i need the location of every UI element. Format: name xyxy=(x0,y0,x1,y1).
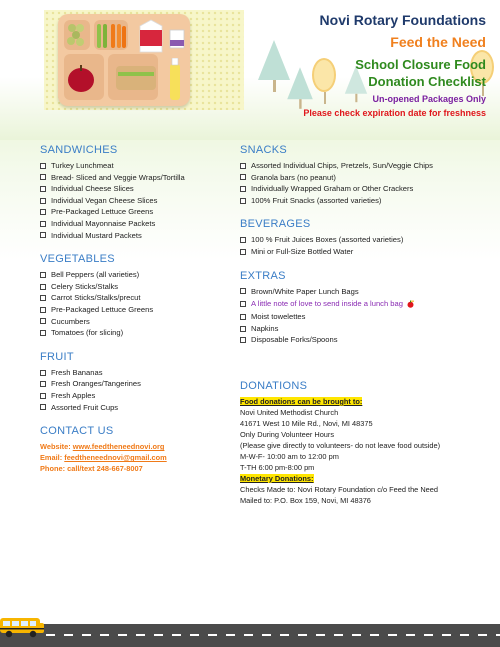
website-link[interactable]: www.feedtheneednovi.org xyxy=(72,442,165,452)
list-item[interactable]: Cucumbers xyxy=(40,316,230,328)
fruit-list xyxy=(40,367,230,413)
email-link[interactable]: feedtheneednovi@gmail.com xyxy=(64,453,167,463)
section-title-fruit: FRUIT xyxy=(40,350,74,363)
checkbox[interactable] xyxy=(240,314,246,320)
checkbox[interactable] xyxy=(240,174,246,180)
list-item[interactable]: Fresh Apples xyxy=(40,390,230,402)
section-title-extras: EXTRAS xyxy=(240,269,286,282)
sandwiches-list xyxy=(40,160,230,241)
milk-carton-icon xyxy=(136,18,166,54)
hours-mwf: M-W-F- 10:00 am to 12:00 pm xyxy=(240,451,339,461)
list-item[interactable]: Assorted Individual Chips, Pretzels, Sun/Veggie Chips xyxy=(240,160,490,172)
snacks-list xyxy=(240,160,490,206)
extras-section xyxy=(240,270,490,346)
road-lane-marking xyxy=(46,634,500,636)
unopened-note: Un-opened Packages Only xyxy=(372,94,486,104)
checkbox[interactable] xyxy=(40,330,46,336)
school-bus-icon xyxy=(0,616,46,638)
list-item[interactable]: Mini or Full-Size Bottled Water xyxy=(240,246,490,258)
list-item[interactable]: Napkins xyxy=(240,323,490,335)
list-item[interactable]: 100 % Fruit Juices Boxes (assorted varieties) xyxy=(240,234,490,246)
section-title-vegetables: VEGETABLES xyxy=(40,253,115,266)
fruit-section xyxy=(40,351,230,413)
list-item[interactable]: Moist towelettes xyxy=(240,311,490,323)
apple-icon xyxy=(406,300,415,308)
organization-title: Novi Rotary Foundations xyxy=(319,12,486,28)
section-title-donations: DONATIONS xyxy=(240,379,308,392)
juice-bottle-icon xyxy=(166,58,184,102)
checkbox[interactable] xyxy=(240,326,246,332)
checkbox[interactable] xyxy=(40,186,46,192)
carrot-icon xyxy=(110,22,128,50)
checkbox[interactable] xyxy=(240,186,246,192)
checkbox[interactable] xyxy=(40,198,46,204)
checkbox[interactable] xyxy=(40,370,46,376)
list-item[interactable]: Carrot Sticks/Stalks/precut xyxy=(40,292,230,304)
list-item[interactable]: Disposable Forks/Spoons xyxy=(240,334,490,346)
checkbox[interactable] xyxy=(40,381,46,387)
section-title-contact: CONTACT US xyxy=(40,425,114,438)
checkbox[interactable] xyxy=(240,288,246,294)
church-address: 41671 West 10 Mile Rd., Novi, MI 48375 xyxy=(240,418,373,428)
list-item[interactable]: Individual Cheese Slices xyxy=(40,183,230,195)
vegetables-section xyxy=(40,253,230,339)
checkbox[interactable] xyxy=(40,232,46,238)
mailing-address: Mailed to: P.O. Box 159, Novi, MI 48376 xyxy=(240,495,371,505)
program-title: Feed the Need xyxy=(390,34,486,50)
sandwiches-section xyxy=(40,144,230,241)
contact-section xyxy=(40,425,230,474)
list-item[interactable]: Individual Vegan Cheese Slices xyxy=(40,195,230,207)
checkbox[interactable] xyxy=(40,284,46,290)
list-item[interactable]: Celery Sticks/Stalks xyxy=(40,281,230,293)
list-item[interactable]: Fresh Oranges/Tangerines xyxy=(40,378,230,390)
checkbox[interactable] xyxy=(40,318,46,324)
right-column xyxy=(240,144,490,518)
list-item[interactable]: Individual Mayonnaise Packets xyxy=(40,218,230,230)
checklist-title-line2: Donation Checklist xyxy=(368,74,486,89)
list-item[interactable]: Assorted Fruit Cups xyxy=(40,402,230,414)
checkbox[interactable] xyxy=(40,221,46,227)
checkbox[interactable] xyxy=(240,301,246,307)
grapes-icon xyxy=(66,22,88,48)
checkbox[interactable] xyxy=(40,307,46,313)
checklist-title xyxy=(303,56,486,90)
snacks-section xyxy=(240,144,490,206)
checklist-title-line1: School Closure Food xyxy=(355,57,486,72)
tree-decoration xyxy=(258,40,290,92)
section-title-snacks: SNACKS xyxy=(240,144,288,156)
beverages-list xyxy=(240,234,490,257)
list-item[interactable]: Individually Wrapped Graham or Other Crackers xyxy=(240,183,490,195)
list-item[interactable]: A little note of love to send inside a lunch bag xyxy=(240,297,490,311)
list-item[interactable]: Granola bars (no peanut) xyxy=(240,172,490,184)
checkbox[interactable] xyxy=(40,295,46,301)
checkbox[interactable] xyxy=(40,209,46,215)
sandwich-icon xyxy=(114,60,158,94)
list-item[interactable]: Fresh Bananas xyxy=(40,367,230,379)
list-item[interactable]: Turkey Lunchmeat xyxy=(40,160,230,172)
list-item[interactable]: Bell Peppers (all varieties) xyxy=(40,269,230,281)
juice-box-icon xyxy=(168,28,186,50)
checkbox[interactable] xyxy=(240,198,246,204)
list-item[interactable]: Bread- Sliced and Veggie Wraps/Tortilla xyxy=(40,172,230,184)
checkbox[interactable] xyxy=(240,249,246,255)
list-item[interactable]: 100% Fruit Snacks (assorted varieties) xyxy=(240,195,490,207)
section-title-sandwiches: SANDWICHES xyxy=(40,144,118,156)
checkbox[interactable] xyxy=(40,404,46,410)
apple-icon xyxy=(66,62,96,94)
church-name: Novi United Methodist Church xyxy=(240,407,339,417)
checkbox[interactable] xyxy=(40,393,46,399)
list-item[interactable]: Pre-Packaged Lettuce Greens xyxy=(40,304,230,316)
vegetables-list xyxy=(40,269,230,339)
checkbox[interactable] xyxy=(240,337,246,343)
beverages-section xyxy=(240,218,490,257)
contact-email: Email: feedtheneednovi@gmail.com xyxy=(40,453,167,463)
donations-section xyxy=(240,380,490,506)
monetary-donations-heading: Monetary Donations: xyxy=(240,473,314,483)
checkbox[interactable] xyxy=(240,237,246,243)
donations-text xyxy=(240,396,490,506)
contact-phone: Phone: call/text 248-667-8007 xyxy=(40,464,143,474)
extras-list xyxy=(240,286,490,346)
checkbox[interactable] xyxy=(40,174,46,180)
celery-icon xyxy=(96,22,110,50)
list-item[interactable]: Brown/White Paper Lunch Bags xyxy=(240,286,490,298)
checks-payable: Checks Made to: Novi Rotary Foundation c/o Feed the Need xyxy=(240,484,439,494)
volunteer-hours-note: Only During Volunteer Hours xyxy=(240,429,335,439)
left-column xyxy=(40,144,230,486)
checkbox[interactable] xyxy=(40,163,46,169)
hours-tth: T-TH 6:00 pm-8:00 pm xyxy=(240,462,315,472)
checkbox[interactable] xyxy=(240,163,246,169)
list-item[interactable]: Pre-Packaged Lettuce Greens xyxy=(40,206,230,218)
section-title-beverages: BEVERAGES xyxy=(240,218,311,231)
road-decoration xyxy=(0,624,500,647)
list-item[interactable]: Tomatoes (for slicing) xyxy=(40,327,230,339)
checkbox[interactable] xyxy=(40,272,46,278)
contact-website: Website: www.feedtheneednovi.org xyxy=(40,442,165,452)
food-donations-heading: Food donations can be brought to: xyxy=(240,396,363,406)
title-block xyxy=(303,12,486,118)
expiration-note: Please check expiration date for freshness xyxy=(303,108,486,118)
give-directly-note: (Please give directly to volunteers- do not leave food outside) xyxy=(240,440,441,450)
list-item[interactable]: Individual Mustard Packets xyxy=(40,230,230,242)
lunch-tray-image xyxy=(58,14,190,106)
